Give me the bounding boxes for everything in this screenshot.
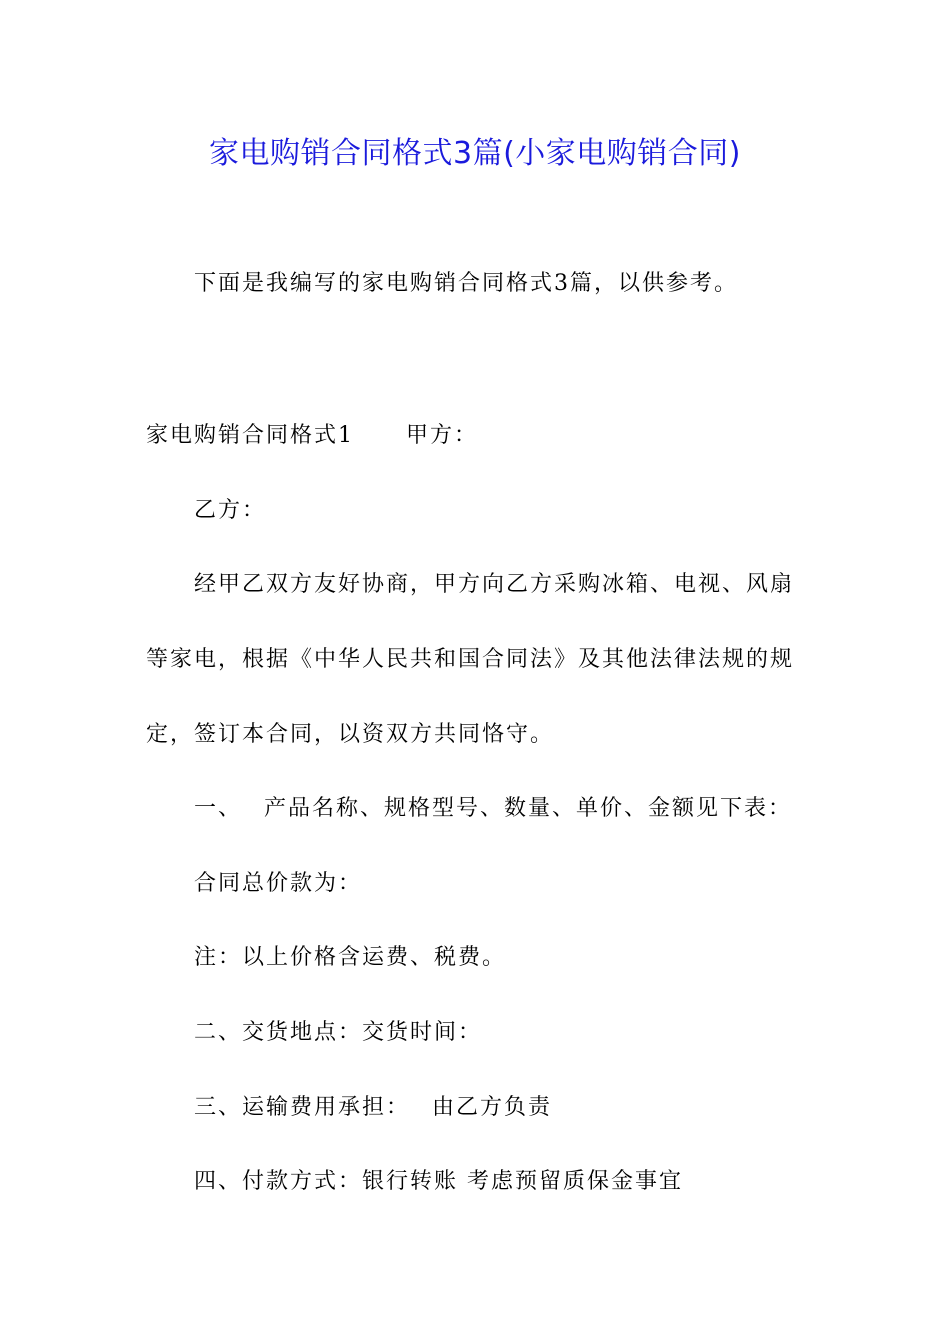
intro-text: 下面是我编写的家电购销合同格式3篇，以供参考。 [194, 271, 738, 296]
item-2: 二、交货地点：交货时间： [194, 1020, 483, 1045]
section-heading-line [146, 420, 478, 452]
item-3-label: 三、运输费用承担： [194, 1095, 411, 1120]
item-1-number: 一、 [194, 796, 243, 821]
item-1 [194, 793, 792, 825]
item-1-text: 产品名称、规格型号、数量、单价、金额见下表： [264, 796, 793, 821]
item-3 [194, 1092, 552, 1124]
party-b-label: 乙方： [194, 498, 267, 523]
party-a-label: 甲方： [406, 423, 479, 448]
paragraph-line-2: 等家电，根据《中华人民共和国合同法》及其他法律法规的规 [146, 647, 795, 672]
item-4: 四、付款方式：银行转账 考虑预留质保金事宜 [194, 1169, 683, 1194]
paragraph-line-3: 定，签订本合同，以资双方共同恪守。 [146, 722, 555, 747]
section-heading: 家电购销合同格式1 [146, 423, 354, 448]
item-3-value: 由乙方负责 [432, 1095, 553, 1120]
paragraph-line-1: 经甲乙双方友好协商，甲方向乙方采购冰箱、电视、风扇 [194, 572, 795, 597]
document-title: 家电购销合同格式3篇(小家电购销合同) [209, 136, 741, 171]
note-text: 注：以上价格含运费、税费。 [194, 945, 507, 970]
total-price-label: 合同总价款为： [194, 871, 363, 896]
